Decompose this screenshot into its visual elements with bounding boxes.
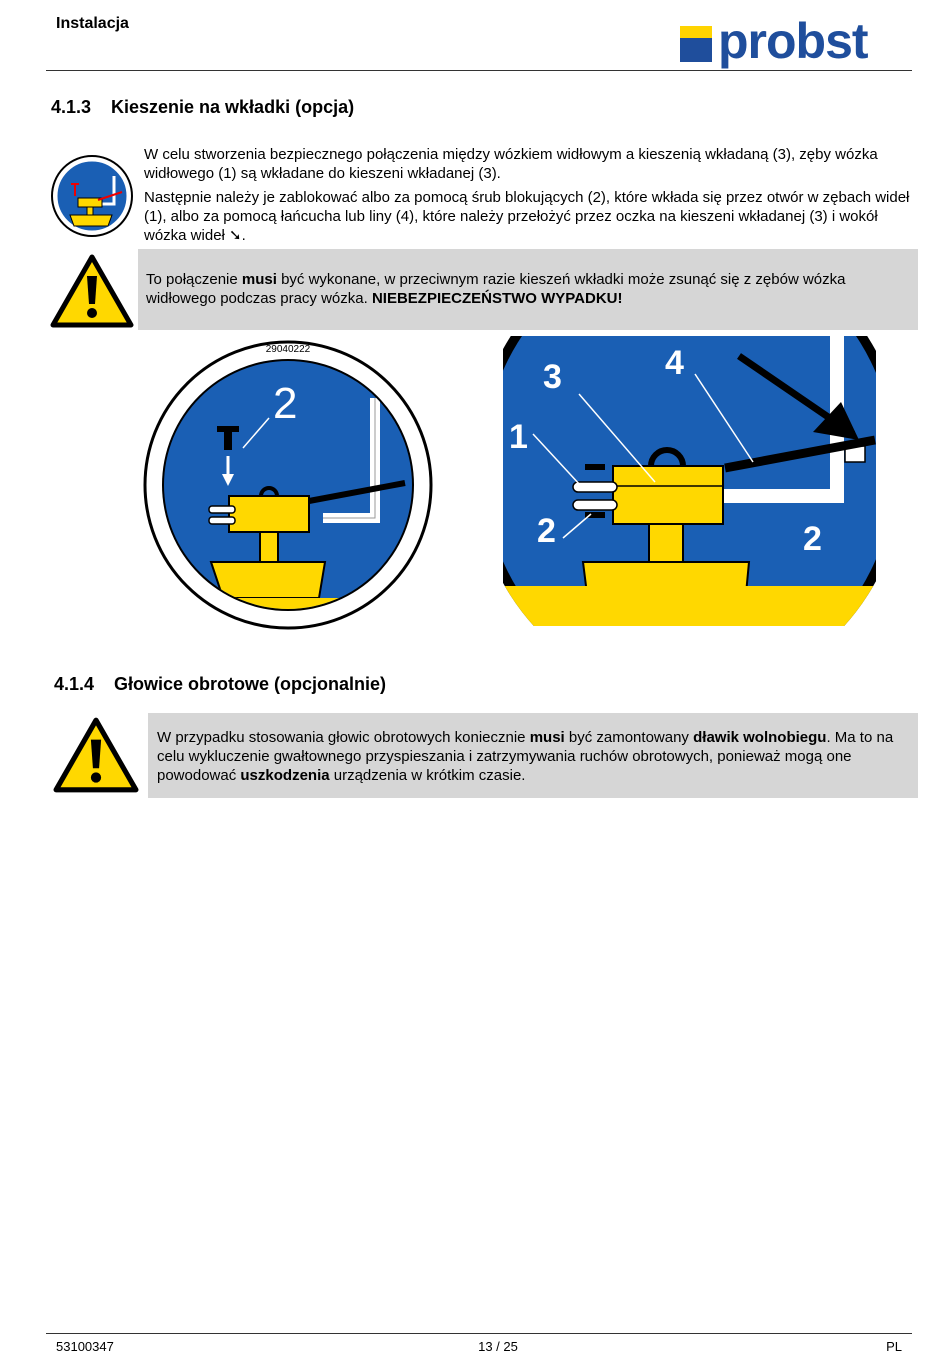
section-title: Głowice obrotowe (opcjonalnie) [114, 674, 387, 694]
warning-emphasis: musi [241, 271, 277, 288]
section-number: 4.1.4 [54, 674, 95, 694]
warning-emphasis: dławik wolnobiegu [693, 729, 827, 746]
accident-danger-text: NIEBEZPIECZEŃSTWO WYPADKU! [371, 290, 623, 307]
section-heading-4-1-4 [54, 674, 386, 695]
document-number: 53100347 [56, 1339, 114, 1354]
detail-label-1: 1 [509, 418, 528, 456]
warning-text-part: To połączenie [146, 271, 242, 288]
warning-note-text [148, 713, 918, 785]
fork-pocket-detail-diagram [503, 336, 876, 626]
page-header-title: Instalacja [56, 15, 129, 32]
probst-logo [680, 13, 905, 69]
sticker-part-number: 29040222 [265, 344, 311, 355]
page-number: 13 / 25 [478, 1339, 518, 1354]
warning-text-part: być wykonane, w przeciwnym razie kieszeń wkładki może zsunąć się z zębów wózka widłowego podczas pracy wózka. [146, 271, 846, 307]
detail-label-2-right: 2 [803, 520, 822, 558]
section-number: 4.1.3 [51, 97, 92, 117]
warning-triangle-icon [53, 717, 139, 793]
warning-note-box [138, 249, 918, 330]
footer-divider [46, 1333, 912, 1334]
warning-text-part: być zamontowany [564, 729, 694, 746]
language-code: PL [886, 1339, 902, 1354]
warning-emphasis: musi [529, 729, 565, 746]
warning-triangle-icon [50, 254, 134, 328]
warning-emphasis: uszkodzenia [240, 767, 330, 784]
warning-note-text [138, 249, 918, 308]
warning-text-part: W przypadku stosowania głowic obrotowych koniecznie [157, 729, 530, 746]
detail-label-2-left: 2 [537, 512, 556, 550]
section-heading-4-1-3 [51, 97, 354, 118]
detail-label-3: 3 [543, 358, 562, 396]
logo-wordmark: probst [718, 13, 868, 69]
warning-note-box [148, 713, 918, 798]
warning-text-part: urządzenia w krótkim czasie. [329, 767, 526, 784]
paragraph-fork-lock: Następnie należy je zablokować albo za pomocą śrub blokujących (2), które wkłada się przez otwór w zębach wideł (1), albo za pomocą łańcucha lub liny (4), które należy przełożyć przez oczka na kieszeni wkładanej (3) i wokół wózka wideł ➘. [144, 189, 910, 244]
section-title: Kieszenie na wkładki (opcja) [111, 97, 355, 117]
paragraph-fork-insert: W celu stworzenia bezpiecznego połączenia między wózkiem widłowym a kieszenią wkładaną (3), zęby wózka widłowego (1) są wkładane do kieszeni wkładanej (3). [144, 146, 878, 182]
warning-text-part: . Ma to na celu wykluczenie gwałtownego przyspieszania i zatrzymywania ruchów obrotowych, ponieważ mogą one powodować [157, 729, 894, 784]
sticker-label-2: 2 [273, 379, 298, 428]
detail-label-4: 4 [665, 344, 684, 382]
header-divider [46, 70, 912, 71]
logo-mark-accent [680, 26, 712, 38]
fork-pocket-mandatory-icon [50, 154, 134, 238]
fork-pocket-sticker-diagram [143, 338, 433, 630]
